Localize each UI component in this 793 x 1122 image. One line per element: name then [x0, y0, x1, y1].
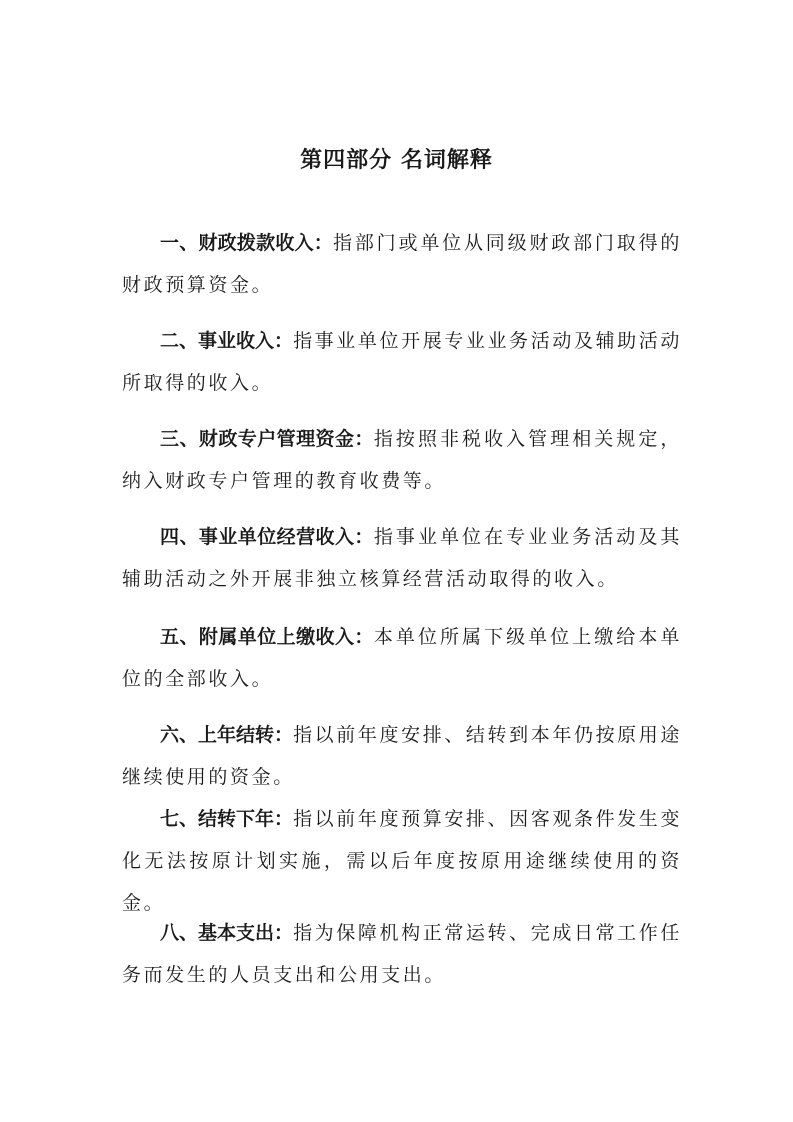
term-name: 一、财政拨款收入： — [160, 232, 334, 254]
term-name: 四、事业单位经营收入： — [160, 526, 374, 548]
term-definition: 指事业单位开展专业业务活动及辅助活动所取得的收入。 — [122, 330, 682, 394]
term-definition: 指以前年度安排、结转到本年仍按原用途继续使用的资金。 — [122, 724, 682, 788]
term-definition: 指以前年度预算安排、因客观条件发生变化无法按原计划实施，需以后年度按原用途继续使用的资金。 — [122, 808, 682, 914]
term-item — [122, 516, 682, 600]
term-item — [122, 222, 682, 306]
term-name: 三、财政专户管理资金： — [160, 428, 374, 450]
term-item — [122, 798, 682, 924]
term-item — [122, 912, 682, 996]
term-name: 七、结转下年： — [160, 808, 294, 830]
term-name: 二、事业收入： — [160, 330, 294, 352]
term-name: 五、附属单位上缴收入： — [160, 626, 374, 648]
term-item — [122, 320, 682, 404]
term-name: 六、上年结转： — [160, 724, 294, 746]
page-title: 第四部分 名词解释 — [300, 148, 493, 173]
term-definition: 指为保障机构正常运转、完成日常工作任务而发生的人员支出和公用支出。 — [122, 922, 682, 986]
term-item — [122, 616, 682, 700]
term-item — [122, 714, 682, 798]
term-item — [122, 418, 682, 502]
term-definition: 指按照非税收入管理相关规定，纳入财政专户管理的教育收费等。 — [122, 428, 682, 492]
term-definition: 本单位所属下级单位上缴给本单位的全部收入。 — [122, 626, 682, 690]
term-definition: 指部门或单位从同级财政部门取得的财政预算资金。 — [122, 232, 682, 296]
term-definition: 指事业单位在专业业务活动及其辅助活动之外开展非独立核算经营活动取得的收入。 — [122, 526, 682, 590]
term-name: 八、基本支出： — [160, 922, 294, 944]
